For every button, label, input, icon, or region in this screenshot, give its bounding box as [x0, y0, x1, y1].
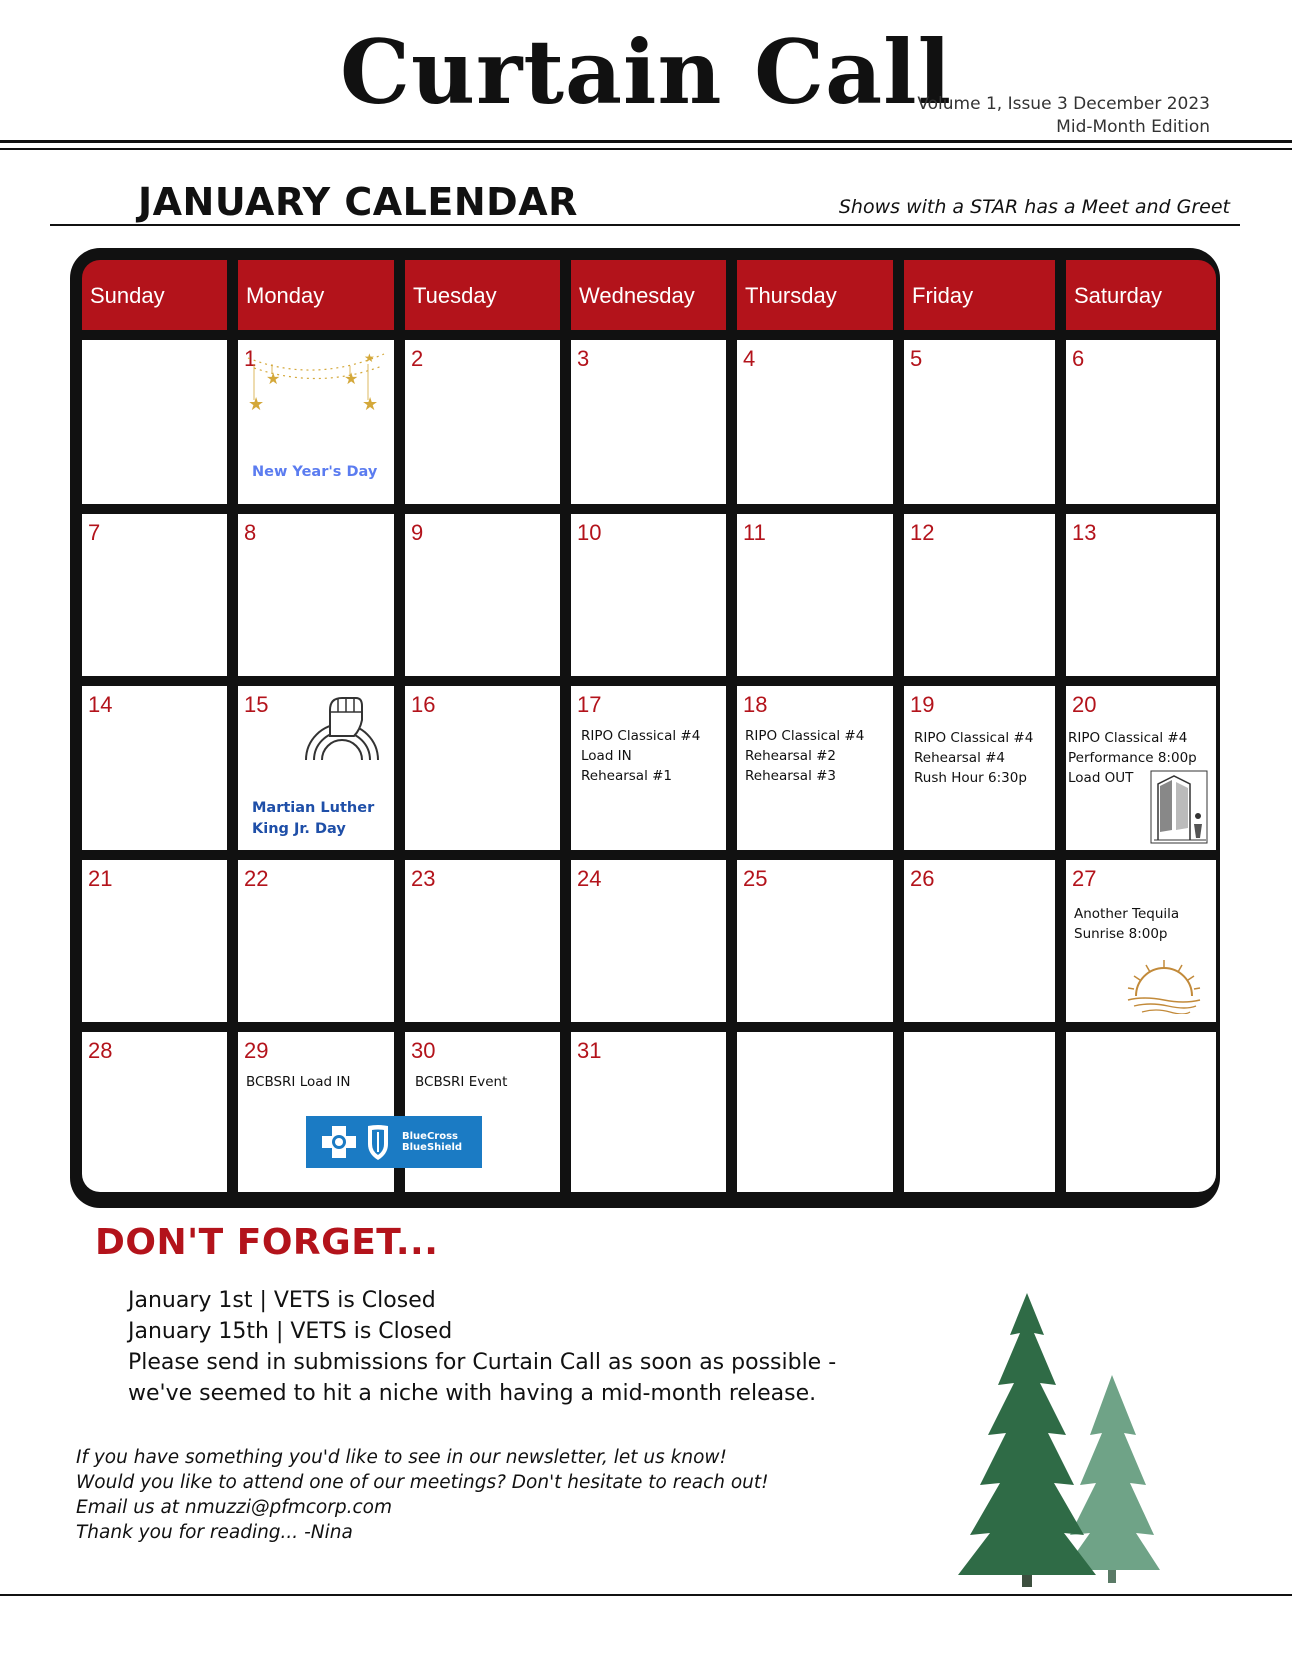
day-header-label: Monday — [246, 283, 325, 308]
event-ripo-classical: RIPO Classical #4 Performance 8:00p Load OUT — [1068, 730, 1197, 786]
calendar-day-cell[interactable] — [405, 514, 560, 676]
calendar-day-cell[interactable] — [904, 340, 1055, 504]
calendar-day-cell[interactable] — [405, 1032, 560, 1192]
calendar-day-cell[interactable] — [82, 340, 227, 504]
calendar-day-cell[interactable] — [238, 514, 394, 676]
calendar-day-cell[interactable] — [82, 1032, 227, 1192]
day-header-label: Thursday — [745, 283, 837, 308]
holiday-mlk-day: Martian Luther King Jr. Day — [252, 800, 375, 837]
footer-note: Would you like to attend one of our meetings? Don't hesitate to reach out! — [76, 1472, 769, 1493]
newsletter-title: Curtain Call — [339, 20, 952, 124]
calendar-day-cell[interactable] — [571, 860, 726, 1022]
calendar-day-cell[interactable] — [238, 1032, 394, 1192]
calendar-day-cell[interactable] — [737, 340, 893, 504]
day-header-label: Friday — [912, 283, 974, 308]
day-header-monday — [238, 260, 394, 330]
event-another-tequila-sunrise: Another Tequila Sunrise 8:00p — [1074, 906, 1180, 942]
day-header-wednesday — [571, 260, 726, 330]
day-number: 29 — [244, 1038, 269, 1063]
day-header-tuesday — [405, 260, 560, 330]
masthead-rule-bottom — [0, 148, 1292, 150]
calendar-day-cell[interactable] — [571, 340, 726, 504]
day-number: 1 — [244, 346, 257, 371]
day-number: 27 — [1072, 866, 1097, 891]
day-number: 28 — [88, 1038, 113, 1063]
calendar-day-cell[interactable] — [737, 1032, 893, 1192]
calendar-day-cell[interactable] — [238, 686, 394, 850]
event-ripo-classical: RIPO Classical #4 Rehearsal #4 Rush Hour 6:30p — [914, 730, 1034, 786]
edition-label: Mid-Month Edition — [1056, 117, 1210, 137]
masthead-rule-top — [0, 140, 1292, 143]
calendar-day-cell[interactable] — [1066, 686, 1216, 850]
day-number: 26 — [910, 866, 935, 891]
day-header-friday — [904, 260, 1055, 330]
footer-rule — [0, 1594, 1292, 1596]
day-number: 25 — [743, 866, 768, 891]
calendar-day-cell[interactable] — [405, 860, 560, 1022]
day-header-sunday — [82, 260, 227, 330]
day-number: 6 — [1072, 346, 1085, 371]
day-number: 4 — [743, 346, 756, 371]
svg-text:★: ★ — [364, 351, 375, 365]
day-number: 15 — [244, 692, 269, 717]
event-ripo-classical: RIPO Classical #4 Rehearsal #2 Rehearsal #3 — [745, 728, 865, 784]
calendar-day-cell[interactable] — [904, 686, 1055, 850]
day-number: 2 — [411, 346, 424, 371]
event-bcbsri: BCBSRI Event — [415, 1074, 508, 1090]
calendar-day-cell[interactable] — [571, 686, 726, 850]
day-number: 9 — [411, 520, 424, 545]
calendar-day-cell[interactable] — [737, 860, 893, 1022]
day-header-thursday — [737, 260, 893, 330]
day-number: 30 — [411, 1038, 436, 1063]
calendar-title: JANUARY CALENDAR — [138, 180, 578, 224]
day-number: 13 — [1072, 520, 1097, 545]
pine-tree-icon — [940, 1285, 1210, 1590]
sunrise-icon — [1124, 956, 1204, 1014]
calendar-day-cell[interactable] — [904, 514, 1055, 676]
day-number: 20 — [1072, 692, 1097, 717]
calendar-day-cell[interactable] — [1066, 514, 1216, 676]
day-number: 18 — [743, 692, 768, 717]
day-number: 17 — [577, 692, 602, 717]
calendar-day-cell[interactable] — [405, 340, 560, 504]
reminder-item: Please send in submissions for Curtain Call as soon as possible - — [128, 1350, 837, 1375]
calendar-day-cell[interactable] — [571, 514, 726, 676]
dont-forget-title: DON'T FORGET... — [95, 1222, 439, 1263]
raised-fist-rainbow-icon — [300, 690, 386, 764]
svg-text:★: ★ — [248, 394, 265, 415]
calendar-day-cell[interactable] — [82, 860, 227, 1022]
day-number: 21 — [88, 866, 113, 891]
calendar-day-cell[interactable] — [571, 1032, 726, 1192]
day-number: 5 — [910, 346, 923, 371]
reminder-item: January 1st | VETS is Closed — [128, 1288, 436, 1313]
day-number: 3 — [577, 346, 590, 371]
calendar-day-cell[interactable] — [904, 860, 1055, 1022]
day-number: 24 — [577, 866, 602, 891]
day-number: 11 — [743, 520, 766, 545]
day-header-label: Sunday — [90, 283, 165, 308]
calendar-day-cell[interactable] — [405, 686, 560, 850]
calendar-day-cell[interactable] — [238, 340, 394, 504]
calendar-day-cell[interactable] — [82, 686, 227, 850]
calendar-day-cell[interactable] — [737, 514, 893, 676]
day-number: 7 — [88, 520, 101, 545]
day-number: 12 — [910, 520, 935, 545]
day-number: 31 — [577, 1038, 602, 1063]
day-number: 14 — [88, 692, 113, 717]
logo-text-line: BlueShield — [402, 1142, 463, 1153]
day-number: 19 — [910, 692, 935, 717]
day-header-label: Tuesday — [413, 283, 497, 308]
footer-signoff: Thank you for reading... -Nina — [76, 1522, 353, 1543]
day-header-label: Saturday — [1074, 283, 1163, 308]
svg-text:★: ★ — [266, 369, 281, 388]
day-header-label: Wednesday — [579, 283, 695, 308]
calendar-day-cell[interactable] — [1066, 860, 1216, 1022]
day-header-saturday — [1066, 260, 1216, 330]
bluecross-blueshield-logo — [306, 1116, 482, 1168]
footer-email[interactable]: Email us at nmuzzi@pfmcorp.com — [76, 1497, 392, 1518]
star-note: Shows with a STAR has a Meet and Greet — [838, 196, 1230, 218]
holiday-new-years-day: New Year's Day — [252, 464, 378, 480]
day-number: 10 — [577, 520, 602, 545]
theater-sketch-icon — [1150, 770, 1208, 844]
calendar-day-cell[interactable] — [82, 514, 227, 676]
calendar-day-cell[interactable] — [737, 686, 893, 850]
day-number: 22 — [244, 866, 269, 891]
logo-text-line: BlueCross — [402, 1131, 458, 1142]
event-ripo-classical: RIPO Classical #4 Load IN Rehearsal #1 — [581, 728, 701, 784]
calendar-title-rule — [50, 224, 1240, 226]
footer-note: If you have something you'd like to see in our newsletter, let us know! — [76, 1447, 727, 1468]
calendar-day-cell[interactable] — [1066, 340, 1216, 504]
day-number: 23 — [411, 866, 436, 891]
svg-text:★: ★ — [362, 394, 379, 415]
calendar-grid — [70, 248, 1220, 1208]
reminder-item: January 15th | VETS is Closed — [128, 1319, 453, 1344]
svg-text:★: ★ — [344, 369, 359, 388]
calendar-day-cell[interactable] — [238, 860, 394, 1022]
day-number: 8 — [244, 520, 257, 545]
day-number: 16 — [411, 692, 436, 717]
issue-info: Volume 1, Issue 3 December 2023 — [917, 94, 1210, 114]
calendar-day-cell[interactable] — [1066, 1032, 1216, 1192]
reminder-item: we've seemed to hit a niche with having a mid-month release. — [128, 1381, 817, 1406]
gold-stars-garland-icon — [244, 344, 388, 420]
event-bcbsri-load-in: BCBSRI Load IN — [246, 1074, 351, 1090]
calendar-day-cell[interactable] — [904, 1032, 1055, 1192]
